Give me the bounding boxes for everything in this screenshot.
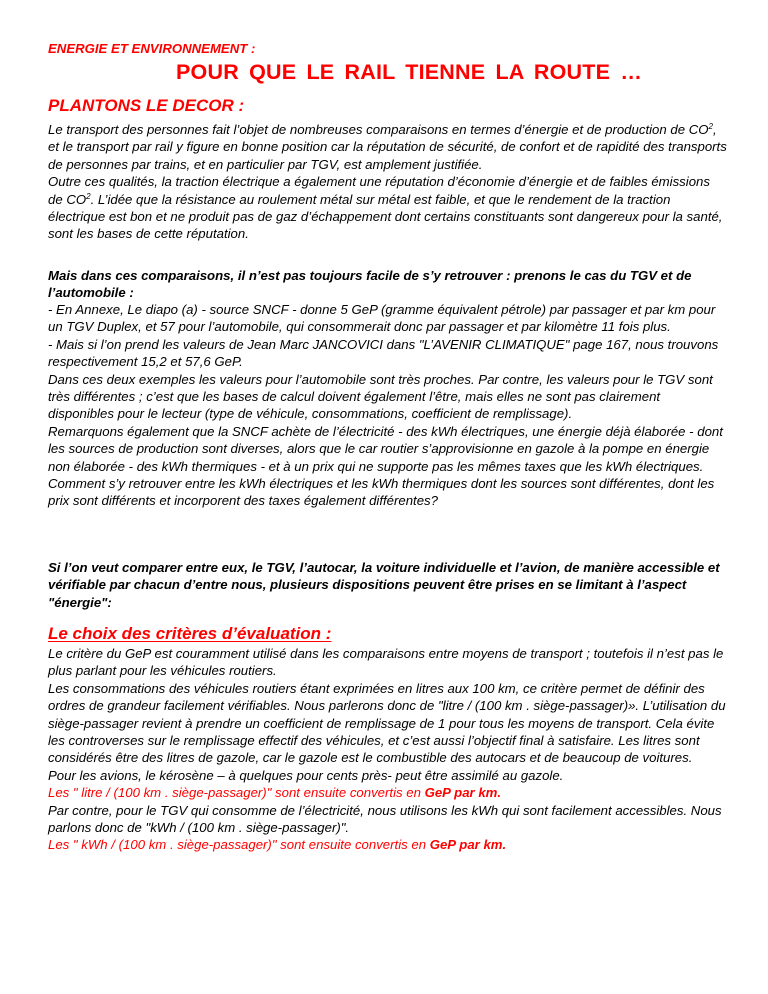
kicker: ENERGIE ET ENVIRONNEMENT : (48, 41, 256, 56)
paragraph: Dans ces deux exemples les valeurs pour l’automobile sont très proches. Par contre, les valeurs pour le TGV sont très différentes ; c’est que les bases de calcul doivent également l’être, mais elles ne sont pas clairement disponibles pour le lecteur (type de véhicule, consommations, coefficient de remplissage). (48, 371, 713, 422)
paragraph: Remarquons également que la SNCF achète de l’électricité - des kWh électriques, une énergie déjà élaborée - dont les sources de production sont diverses, alors que le car routier s’approvisionne en gazole à la pompe en énergie non élaborée - des kWh thermiques - et à un prix qui ne supporte pas les mêmes taxes que les kWh électriques. (48, 423, 723, 474)
section-heading-decor: PLANTONS LE DECOR : (48, 96, 245, 115)
paragraph: Le transport des personnes fait l’objet de nombreuses comparaisons en termes d’énergie et de production de $CO^2$, et le transport par rail y figure en bonne position car la réputation de sécurité, de confort et de rapidité des transports de personnes par trains, et en particulier par TGV, est amplement justifiée. (48, 122, 727, 172)
red-note: Les " litre / (100 km . siège-passager)" sont ensuite convertis en GeP par km. (48, 785, 502, 801)
paragraph: Par contre, pour le TGV qui consomme de l’électricité, nous utilisons les kWh qui sont facilement accessibles. Nous parlons donc de "kWh / (100 km . siège-passager)". (48, 802, 722, 836)
paragraph: Outre ces qualités, la traction électrique a également une réputation d’économie d’énergie et de faibles émissions de $CO^2$. L’idée que la résistance au roulement métal sur métal est faible, et que le rendement de la traction électrique est bon et ne produit pas de gaz d’échappement dont certains constituants sont dangereux pour la santé, sont les bases de cette réputation. (48, 174, 723, 242)
bullet: - En Annexe, Le diapo (a) - source SNCF - donne 5 GeP (gramme équivalent pétrole) par passager et par km pour un TGV Duplex, et 57 pour l’automobile, qui consommerait donc par passager et par kilomètre 11 fois plus. (48, 302, 716, 335)
bold-lead: Mais dans ces comparaisons, il n’est pas toujours facile de s’y retrouver : prenons le cas du TGV et de l’automobile : (48, 268, 692, 301)
comparison-paragraphs (48, 301, 728, 510)
paragraph: Comment s’y retrouver entre les kWh électriques et les kWh thermiques dont les sources sont différentes, dont les prix sont différents et incorporent des taxes également différentes? (48, 476, 715, 509)
criteria-paragraphs (48, 645, 728, 854)
intro-paragraphs (48, 121, 728, 243)
bold-closing: Si l’on veut comparer entre eux, le TGV, l’autocar, la voiture individuelle et l’avion, de manière accessible et vérifiable par chacun d’entre nous, plusieurs dispositions peuvent être prises en se limitant à l’aspect "énergie": (48, 560, 720, 610)
section-heading-criteria: Le choix des critères d’évaluation : (48, 624, 332, 643)
page-title: POUR QUE LE RAIL TIENNE LA ROUTE … (176, 60, 643, 84)
paragraph: Le critère du GeP est couramment utilisé dans les comparaisons entre moyens de transport ; toutefois il n’est pas le plus parlant pour les véhicules routiers. (48, 646, 724, 679)
paragraph: Pour les avions, le kérosène – à quelques pour cents près- peut être assimilé au gazole. (48, 767, 564, 783)
paragraph: Les consommations des véhicules routiers étant exprimées en litres aux 100 km, ce critère permet de définir des ordres de grandeur facilement vérifiables. Nous parlerons donc de "litre / (100 km . siège-passager)». L’utilisation du siège-passager revient à prendre un coefficient de remplissage de 1 pour tous les moyens de transport. Cela évite les controverses sur le remplissage effectif des véhicules, et c’est aussi l’objectif final à satisfaire. Les litres sont considérés être des litres de gazole, car le gazole est le combustible des autocars et de beaucoup de voitures. (48, 680, 726, 766)
bullet: - Mais si l’on prend les valeurs de Jean Marc JANCOVICI dans "L’AVENIR CLIMATIQUE" page 167, nous trouvons respectivement 15,2 et 57,6 GeP. (48, 336, 719, 370)
red-note: Les " kWh / (100 km . siège-passager)" sont ensuite convertis en GeP par km. (48, 837, 507, 853)
